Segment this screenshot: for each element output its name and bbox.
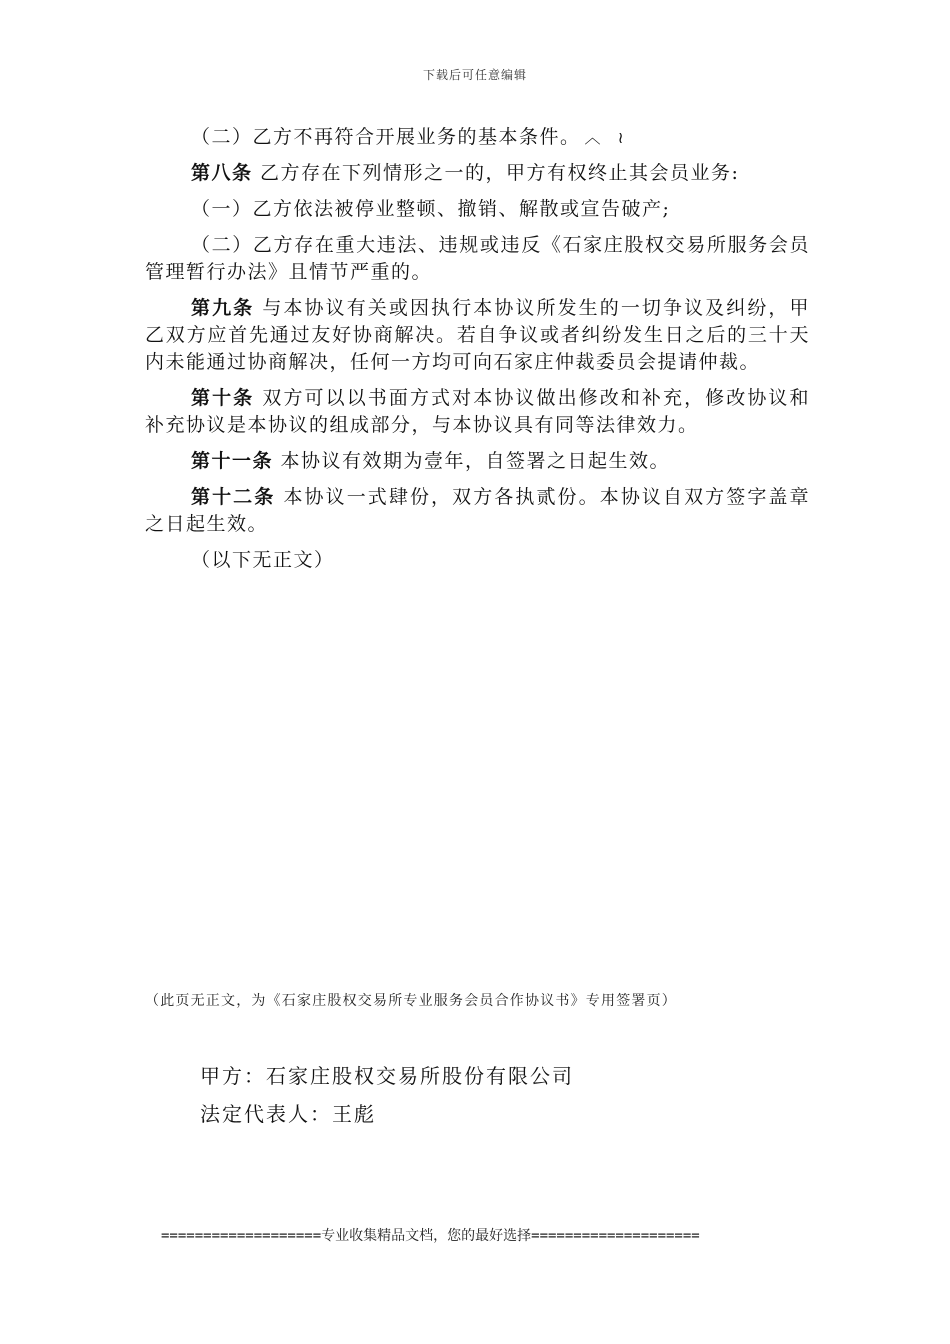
article-10-text: 双方可以以书面方式对本协议做出修改和补充，修改协议和补充协议是本协议的组成部分，与本协议具有同等法律效力。 [145,387,810,436]
signature-page-note: （此页无正文，为《石家庄股权交易所专业服务会员合作协议书》专用签署页） [145,993,677,1009]
article-9-title: 第九条 [191,297,255,319]
article-9 [145,295,810,376]
article-10-title: 第十条 [191,387,255,409]
article-12-title: 第十二条 [191,486,276,508]
header-note: 下载后可任意编辑 [422,68,527,82]
article-10 [145,385,810,439]
legal-representative-line: 法定代表人：王彪 [200,1102,376,1126]
document-body [145,124,810,574]
article-8-item-1: （一）乙方依法被停业整顿、撤销、解散或宣告破产; [191,198,671,220]
article-11 [145,448,810,475]
article-12 [145,484,810,538]
article-8-text: 乙方存在下列情形之一的，甲方有权终止其会员业务: [252,162,740,184]
article-9-text: 与本协议有关或因执行本协议所发生的一切争议及纠纷，甲乙双方应首先通过友好协商解决。若自争议或者纠纷发生日之后的三十天内未能通过协商解决，任何一方均可向石家庄仲裁委员会提请仲裁。 [145,297,810,373]
handwritten-marks: ︿ ≀ [584,128,630,147]
article-11-text: 本协议有效期为壹年，自签署之日起生效。 [273,450,671,472]
end-of-text-note: （以下无正文） [191,549,335,571]
party-a-line: 甲方：石家庄股权交易所股份有限公司 [200,1064,574,1088]
footer-banner [145,1226,810,1246]
clause-item-2-text: （二）乙方不再符合开展业务的基本条件。 [191,126,581,148]
footer-text: ===================专业收集精品文档，您的最好选择==================== [161,1228,700,1244]
article-8-item-2: （二）乙方存在重大违法、违规或违反《石家庄股权交易所服务会员管理暂行办法》且情节严重的。 [145,234,810,283]
article-12-text: 本协议一式肆份，双方各执贰份。本协议自双方签字盖章之日起生效。 [145,486,810,535]
article-11-title: 第十一条 [191,450,274,472]
article-8 [145,160,810,187]
article-8-title: 第八条 [191,162,253,184]
clause-item-2 [145,124,810,151]
